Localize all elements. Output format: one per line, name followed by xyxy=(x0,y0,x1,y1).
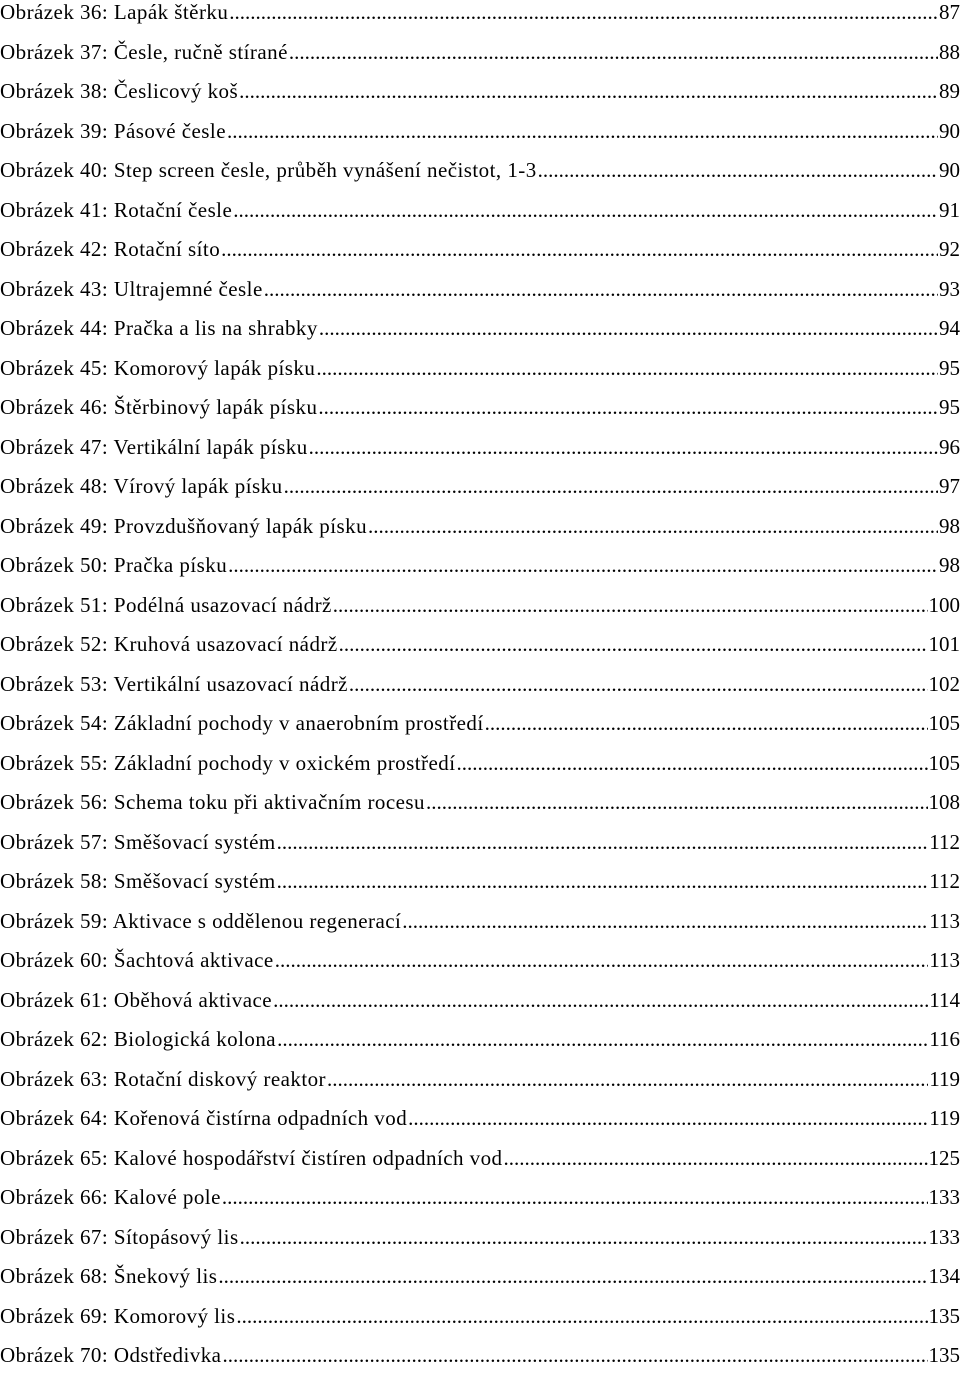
dot-leader xyxy=(426,790,928,815)
toc-entry-label: Obrázek 65: Kalové hospodářství čistíren odpadních vod xyxy=(0,1146,503,1171)
toc-entry[interactable] xyxy=(0,593,960,633)
toc-entry[interactable] xyxy=(0,988,960,1028)
dot-leader xyxy=(368,514,938,539)
toc-entry-page-number: 91 xyxy=(939,198,960,223)
dot-leader xyxy=(327,1067,928,1092)
toc-entry-line xyxy=(0,356,960,381)
toc-entry-label: Obrázek 49: Provzdušňovaný lapák písku xyxy=(0,514,367,539)
toc-entry-line xyxy=(0,1067,960,1092)
toc-entry-label: Obrázek 62: Biologická kolona xyxy=(0,1027,276,1052)
toc-entry[interactable] xyxy=(0,40,960,80)
toc-entry-line xyxy=(0,711,960,736)
dot-leader xyxy=(240,1225,928,1250)
toc-entry-label: Obrázek 60: Šachtová aktivace xyxy=(0,948,274,973)
toc-entry[interactable] xyxy=(0,356,960,396)
toc-entry-line xyxy=(0,948,960,973)
toc-entry-label: Obrázek 36: Lapák štěrku xyxy=(0,0,228,25)
dot-leader xyxy=(333,593,928,618)
toc-entry-page-number: 105 xyxy=(929,751,960,776)
toc-entry-line xyxy=(0,790,960,815)
toc-entry-page-number: 88 xyxy=(939,40,960,65)
toc-entry-page-number: 90 xyxy=(939,158,960,183)
dot-leader xyxy=(277,869,929,894)
toc-entry-line xyxy=(0,1225,960,1250)
toc-entry-page-number: 98 xyxy=(939,553,960,578)
dot-leader xyxy=(273,988,928,1013)
dot-leader xyxy=(504,1146,928,1171)
dot-leader xyxy=(228,553,938,578)
toc-entry[interactable] xyxy=(0,1264,960,1304)
toc-entry-page-number: 95 xyxy=(939,395,960,420)
dot-leader xyxy=(309,435,938,460)
toc-entry-label: Obrázek 63: Rotační diskový reaktor xyxy=(0,1067,326,1092)
toc-entry[interactable] xyxy=(0,1304,960,1344)
toc-entry-page-number: 87 xyxy=(939,0,960,25)
toc-entry[interactable] xyxy=(0,1027,960,1067)
toc-entry-line xyxy=(0,514,960,539)
toc-entry-label: Obrázek 50: Pračka písku xyxy=(0,553,227,578)
toc-entry[interactable] xyxy=(0,751,960,791)
dot-leader xyxy=(408,1106,928,1131)
toc-entry-page-number: 119 xyxy=(929,1106,960,1131)
toc-entry-line xyxy=(0,0,960,25)
toc-entry-page-number: 112 xyxy=(929,869,960,894)
dot-leader xyxy=(239,79,938,104)
toc-entry[interactable] xyxy=(0,395,960,435)
toc-entry-line xyxy=(0,1146,960,1171)
toc-entry-page-number: 93 xyxy=(939,277,960,302)
toc-entry[interactable] xyxy=(0,79,960,119)
toc-entry-line xyxy=(0,1106,960,1131)
dot-leader xyxy=(485,711,928,736)
toc-entry[interactable] xyxy=(0,1225,960,1265)
toc-entry[interactable] xyxy=(0,237,960,277)
toc-entry[interactable] xyxy=(0,316,960,356)
toc-entry-label: Obrázek 51: Podélná usazovací nádrž xyxy=(0,593,332,618)
dot-leader xyxy=(289,40,938,65)
toc-entry-label: Obrázek 37: Česle, ručně stírané xyxy=(0,40,288,65)
toc-entry-label: Obrázek 68: Šnekový lis xyxy=(0,1264,217,1289)
toc-entry-page-number: 102 xyxy=(929,672,960,697)
toc-entry-line xyxy=(0,1304,960,1329)
dot-leader xyxy=(227,119,938,144)
toc-entry[interactable] xyxy=(0,1185,960,1225)
dot-leader xyxy=(229,0,938,25)
toc-entry-page-number: 89 xyxy=(939,79,960,104)
dot-leader xyxy=(236,1304,927,1329)
dot-leader xyxy=(456,751,927,776)
toc-entry-page-number: 112 xyxy=(929,830,960,855)
toc-entry-page-number: 134 xyxy=(929,1264,960,1289)
toc-entry-label: Obrázek 47: Vertikální lapák písku xyxy=(0,435,308,460)
toc-entry-line xyxy=(0,474,960,499)
toc-entry-page-number: 113 xyxy=(929,948,960,973)
toc-entry-line xyxy=(0,198,960,223)
toc-entry-label: Obrázek 59: Aktivace s oddělenou regenerací xyxy=(0,909,401,934)
toc-entry-page-number: 113 xyxy=(929,909,960,934)
toc-entry-label: Obrázek 64: Kořenová čistírna odpadních vod xyxy=(0,1106,407,1131)
toc-entry[interactable] xyxy=(0,198,960,238)
toc-entry-page-number: 105 xyxy=(929,711,960,736)
toc-entry-page-number: 95 xyxy=(939,356,960,381)
toc-entry[interactable] xyxy=(0,711,960,751)
toc-entry-page-number: 90 xyxy=(939,119,960,144)
toc-entry-label: Obrázek 53: Vertikální usazovací nádrž xyxy=(0,672,348,697)
toc-entry-label: Obrázek 43: Ultrajemné česle xyxy=(0,277,263,302)
toc-entry[interactable] xyxy=(0,514,960,554)
dot-leader xyxy=(316,356,938,381)
dot-leader xyxy=(339,632,928,657)
toc-entry-label: Obrázek 45: Komorový lapák písku xyxy=(0,356,315,381)
dot-leader xyxy=(277,830,929,855)
toc-entry-line xyxy=(0,158,960,183)
toc-entry[interactable] xyxy=(0,909,960,949)
toc-entry-label: Obrázek 40: Step screen česle, průběh vynášení nečistot, 1-3 xyxy=(0,158,537,183)
dot-leader xyxy=(277,1027,928,1052)
dot-leader xyxy=(222,1185,928,1210)
dot-leader xyxy=(222,1343,927,1368)
dot-leader xyxy=(318,395,938,420)
toc-entry-label: Obrázek 54: Základní pochody v anaerobním prostředí xyxy=(0,711,484,736)
toc-entry-page-number: 114 xyxy=(929,988,960,1013)
toc-entry-line xyxy=(0,277,960,302)
toc-entry[interactable] xyxy=(0,158,960,198)
toc-entry-line xyxy=(0,1027,960,1052)
toc-entry[interactable] xyxy=(0,790,960,830)
toc-entry-line xyxy=(0,1343,960,1368)
toc-entry-label: Obrázek 66: Kalové pole xyxy=(0,1185,221,1210)
toc-entry[interactable] xyxy=(0,830,960,870)
toc-entry-page-number: 97 xyxy=(939,474,960,499)
dot-leader xyxy=(233,198,938,223)
toc-entry-line xyxy=(0,1185,960,1210)
toc-entry-line xyxy=(0,1264,960,1289)
dot-leader xyxy=(319,316,938,341)
toc-entry-line xyxy=(0,988,960,1013)
dot-leader xyxy=(538,158,938,183)
toc-entry-label: Obrázek 67: Sítopásový lis xyxy=(0,1225,239,1250)
toc-entry-label: Obrázek 56: Schema toku při aktivačním rocesu xyxy=(0,790,425,815)
toc-entry[interactable] xyxy=(0,277,960,317)
toc-entry-line xyxy=(0,435,960,460)
toc-entry-line xyxy=(0,79,960,104)
toc-entry-label: Obrázek 70: Odstředivka xyxy=(0,1343,221,1368)
toc-entry-label: Obrázek 61: Oběhová aktivace xyxy=(0,988,272,1013)
toc-entry-page-number: 96 xyxy=(939,435,960,460)
toc-entry-label: Obrázek 55: Základní pochody v oxickém prostředí xyxy=(0,751,455,776)
toc-entry[interactable] xyxy=(0,632,960,672)
toc-entry-line xyxy=(0,830,960,855)
toc-entry-line xyxy=(0,632,960,657)
toc-entry-page-number: 125 xyxy=(929,1146,960,1171)
toc-entry-label: Obrázek 48: Vírový lapák písku xyxy=(0,474,283,499)
toc-entry-line xyxy=(0,119,960,144)
toc-entry-line xyxy=(0,395,960,420)
dot-leader xyxy=(349,672,928,697)
toc-entry[interactable] xyxy=(0,0,960,40)
dot-leader xyxy=(221,237,938,262)
toc-entry-label: Obrázek 42: Rotační síto xyxy=(0,237,220,262)
toc-entry[interactable] xyxy=(0,1146,960,1186)
toc-entry-page-number: 108 xyxy=(929,790,960,815)
toc-entry[interactable] xyxy=(0,1067,960,1107)
toc-entry-label: Obrázek 57: Směšovací systém xyxy=(0,830,276,855)
toc-entry-line xyxy=(0,672,960,697)
dot-leader xyxy=(284,474,938,499)
toc-entry-page-number: 135 xyxy=(929,1304,960,1329)
toc-entry-page-number: 135 xyxy=(929,1343,960,1368)
toc-entry-line xyxy=(0,593,960,618)
dot-leader xyxy=(264,277,938,302)
toc-entry-label: Obrázek 58: Směšovací systém xyxy=(0,869,276,894)
dot-leader xyxy=(275,948,929,973)
toc-entry-line xyxy=(0,316,960,341)
toc-entry-label: Obrázek 41: Rotační česle xyxy=(0,198,232,223)
toc-entry[interactable] xyxy=(0,474,960,514)
toc-entry-page-number: 94 xyxy=(939,316,960,341)
toc-entry[interactable] xyxy=(0,553,960,593)
toc-entry-page-number: 98 xyxy=(939,514,960,539)
toc-entry-line xyxy=(0,909,960,934)
toc-entry-page-number: 92 xyxy=(939,237,960,262)
toc-entry-page-number: 116 xyxy=(929,1027,960,1052)
toc-entry-label: Obrázek 46: Štěrbinový lapák písku xyxy=(0,395,317,420)
dot-leader xyxy=(218,1264,927,1289)
toc-entry-page-number: 101 xyxy=(929,632,960,657)
toc-entry-line xyxy=(0,751,960,776)
toc-entry-page-number: 119 xyxy=(929,1067,960,1092)
toc-entry-line xyxy=(0,237,960,262)
toc-entry[interactable] xyxy=(0,119,960,159)
toc-entry[interactable] xyxy=(0,869,960,909)
toc-entry-line xyxy=(0,869,960,894)
toc-entry-label: Obrázek 52: Kruhová usazovací nádrž xyxy=(0,632,338,657)
toc-entry-page-number: 100 xyxy=(929,593,960,618)
toc-entry-label: Obrázek 69: Komorový lis xyxy=(0,1304,235,1329)
dot-leader xyxy=(402,909,928,934)
toc-entry[interactable] xyxy=(0,1106,960,1146)
toc-entry[interactable] xyxy=(0,672,960,712)
toc-entry-label: Obrázek 39: Pásové česle xyxy=(0,119,226,144)
toc-entry-page-number: 133 xyxy=(929,1185,960,1210)
toc-entry-line xyxy=(0,553,960,578)
toc-entry-label: Obrázek 38: Česlicový koš xyxy=(0,79,238,104)
toc-entry[interactable] xyxy=(0,948,960,988)
toc-entry-label: Obrázek 44: Pračka a lis na shrabky xyxy=(0,316,318,341)
toc-entry-page-number: 133 xyxy=(929,1225,960,1250)
toc-entry-line xyxy=(0,40,960,65)
toc-entry[interactable] xyxy=(0,435,960,475)
